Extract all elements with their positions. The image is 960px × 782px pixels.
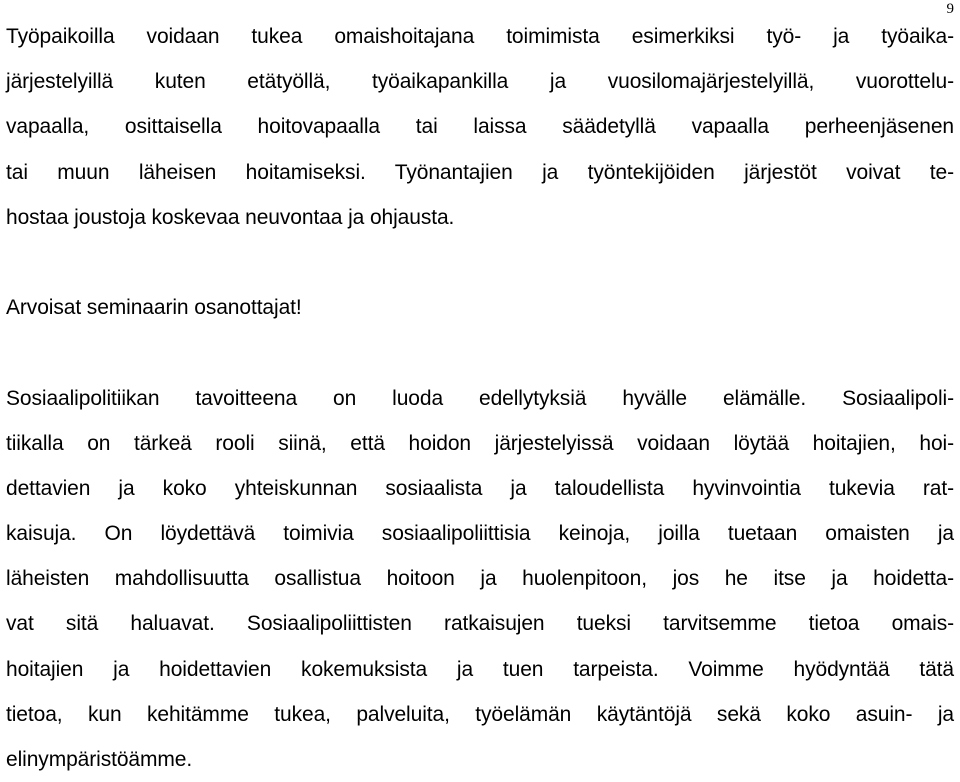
text-line: vat sitä haluavat. Sosiaalipoliittisten ratkaisujen tueksi tarvitsemme tietoa omais- xyxy=(6,601,954,646)
text-line: vapaalla, osittaisella hoitovapaalla tai laissa säädetyllä vapaalla perheenjäsenen xyxy=(6,104,954,149)
paragraph-social-policy xyxy=(6,376,954,782)
text-line: dettavien ja koko yhteiskunnan sosiaalista ja taloudellista hyvinvointia tukevia rat- xyxy=(6,466,954,511)
text-line: tiikalla on tärkeä rooli siinä, että hoidon järjestelyissä voidaan löytää hoitajien, hoi- xyxy=(6,421,954,466)
text-line: hoitajien ja hoidettavien kokemuksista ja tuen tarpeista. Voimme hyödyntää tätä xyxy=(6,647,954,692)
text-line: Arvoisat seminaarin osanottajat! xyxy=(6,285,954,330)
text-line: Sosiaalipolitiikan tavoitteena on luoda edellytyksiä hyvälle elämälle. Sosiaalipoli- xyxy=(6,376,954,421)
document-body xyxy=(6,14,954,782)
paragraph-greeting xyxy=(6,285,954,330)
paragraph-workplace-support xyxy=(6,14,954,240)
text-line: kaisuja. On löydettävä toimivia sosiaalipoliittisia keinoja, joilla tuetaan omaisten ja xyxy=(6,511,954,556)
page-number: 9 xyxy=(947,0,955,18)
text-line: elinympäristöämme. xyxy=(6,737,954,782)
text-line: tai muun läheisen hoitamiseksi. Työnantajien ja työntekijöiden järjestöt voivat te- xyxy=(6,150,954,195)
text-line: hostaa joustoja koskevaa neuvontaa ja ohjausta. xyxy=(6,195,954,240)
text-line: tietoa, kun kehitämme tukea, palveluita, työelämän käytäntöjä sekä koko asuin- ja xyxy=(6,692,954,737)
text-line: Työpaikoilla voidaan tukea omaishoitajana toimimista esimerkiksi työ- ja työaika- xyxy=(6,14,954,59)
text-line: läheisten mahdollisuutta osallistua hoitoon ja huolenpitoon, jos he itse ja hoidetta- xyxy=(6,556,954,601)
text-line: järjestelyillä kuten etätyöllä, työaikapankilla ja vuosilomajärjestelyillä, vuorottelu- xyxy=(6,59,954,104)
